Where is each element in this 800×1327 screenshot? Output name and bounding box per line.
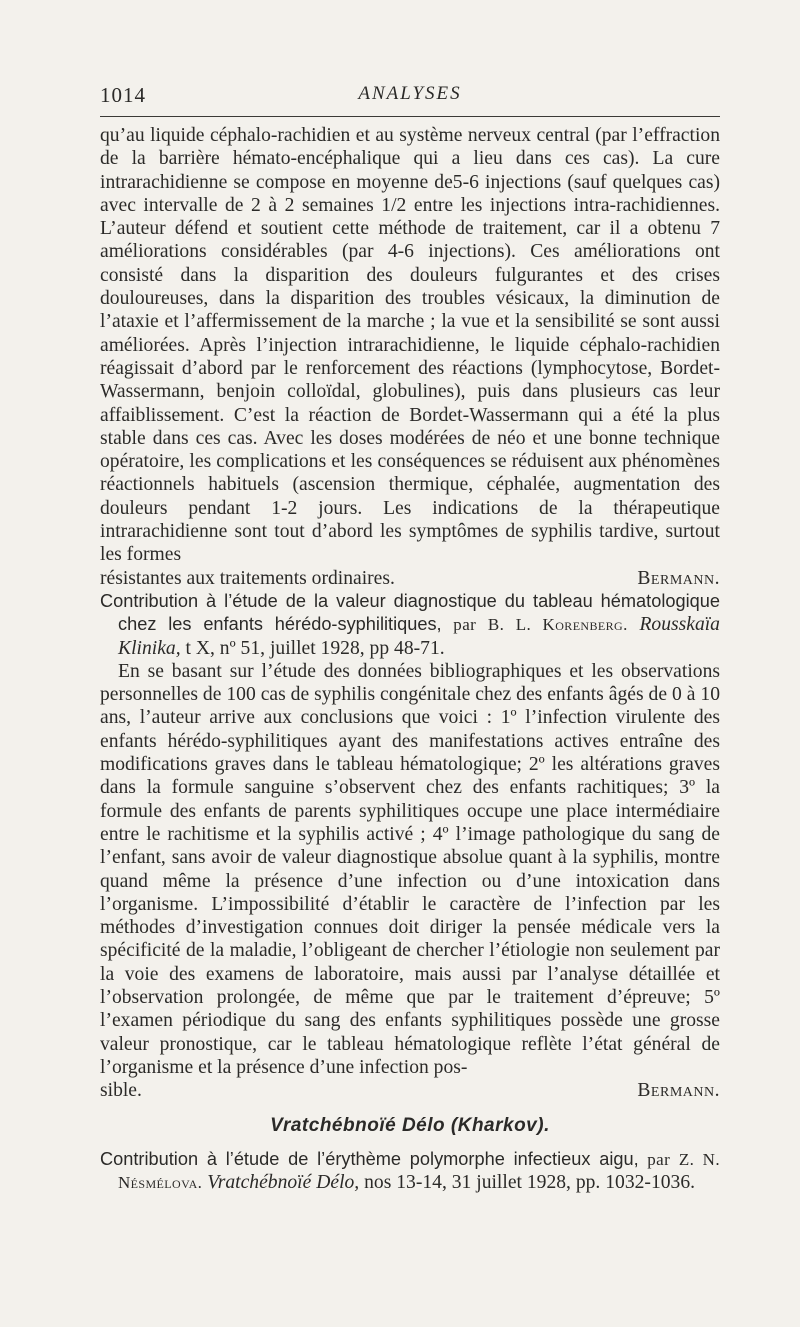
paragraph-last-line: sible. xyxy=(100,1080,142,1102)
author-signature: Bermann. xyxy=(637,1080,720,1102)
par-word: par xyxy=(453,615,477,635)
article-author: Z. N. Nésmélova. xyxy=(118,1149,720,1193)
article-title: Contribution à l’étude de l’érythème polymorphe infectieux aigu, xyxy=(100,1148,639,1169)
article-reference xyxy=(100,1148,720,1195)
paragraph-continued: qu’au liquide céphalo-rachidien et au système nerveux central (par l’effraction de la barrière hémato-encéphalique qui a lieu dans ces cas). La cure intrarachidienne se compose en moyenne de5-6 injections (sauf quelques cas) avec intervalle de 2 à 2 semaines 1/2 entre les injections intra-rachidiennes. L’auteur défend et soutient cette méthode de traitement, car il a obtenu 7 améliorations considérables (par 4-6 injections). Ces améliorations ont consisté dans la disparition des douleurs fulgurantes et des crises douloureuses, dans la disparition des troubles vésicaux, la diminution de l’ataxie et l’affermissement de la marche ; la vue et la sensibilité se sont aussi améliorées. Après l’injection intrarachidienne, le liquide céphalo-rachidien réagissait d’abord par le renforcement des réactions (lymphocytose, Bordet-Wassermann, benjoin colloïdal, globulines), puis dans plusieurs cas leur affaiblissement. C’est la réaction de Bordet-Wassermann qui a été la plus stable dans ces cas. Avec les doses modérées de néo et une bonne technique opératoire, les complications et les conséquences se réduisent aux phénomènes réactionnels habituels (ascension thermique, céphalée, augmentation des douleurs pendant 1-2 jours. Les indications de la thérapeutique intrarachidienne sont tout d’abord les symptômes de syphilis tardive, surtout les formes xyxy=(100,125,720,566)
citation-details: nos 13-14, 31 juillet 1928, pp. 1032-1036. xyxy=(364,1172,696,1194)
signature-line xyxy=(100,567,720,590)
article-author: B. L. Korenberg. xyxy=(487,615,628,635)
journal-name: Rousskaïa Klinika, xyxy=(118,614,720,659)
par-word: par xyxy=(647,1149,671,1169)
running-head xyxy=(100,83,720,107)
article-title: Contribution à l’étude de la valeur diagnostique du tableau hématologique chez les enfants hérédo-syphilitiques, xyxy=(100,590,720,635)
header-rule xyxy=(100,116,720,117)
article-summary: En se basant sur l’étude des données bibliographiques et les observations personnelles de 100 cas de syphilis congénitale chez des enfants âgés de 0 à 10 ans, l’auteur arrive aux conclusions que voici : 1º l’infection virulente des enfants hérédo-syphilitiques ayant des manifestations actives entraîne des modifications graves dans le tableau hématologique; 2º les altérations graves dans la formule sanguine s’observent chez des enfants rachitiques; 3º la formule des enfants de parents syphilitiques occupe une place intermédiaire entre le rachitisme et la syphilis activé ; 4º l’image pathologique du sang de l’enfant, sans avoir de valeur diagnostique absolue quant à la syphilis, montre quand même la présence d’une infection ou d’une intoxication dans l’organisme. L’impossibilité d’établir le caractère de l’infection par les méthodes d’investigation connues doit diriger la pensée médicale vers la spécificité de la maladie, l’obligeant de chercher l’étiologie non seulement par la voie des examens de laboratoire, mais aussi par l’analyse détaillée et l’observation prolongée, de même que par le traitement d’épreuve; 5º l’examen périodique du sang des enfants syphilitiques possède une grosse valeur pronostique, car le tableau hématologique reflète l’état général de l’organisme et la présence d’une infection pos- xyxy=(100,660,720,1078)
journal-name: Vratchébnoïé Délo, xyxy=(207,1172,360,1194)
article-reference xyxy=(100,590,720,660)
citation-details: t X, nº 51, juillet 1928, pp 48-71. xyxy=(185,637,445,659)
journal-heading: Vratchébnoïé Délo (Kharkov). xyxy=(270,1115,550,1137)
paragraph-last-line: résistantes aux traitements ordinaires. xyxy=(100,567,395,589)
section-title: ANALYSES xyxy=(358,83,462,104)
page-number: 1014 xyxy=(100,83,146,107)
signature-line xyxy=(100,1079,720,1102)
body-text xyxy=(100,124,720,1194)
author-signature: Bermann. xyxy=(637,567,720,589)
